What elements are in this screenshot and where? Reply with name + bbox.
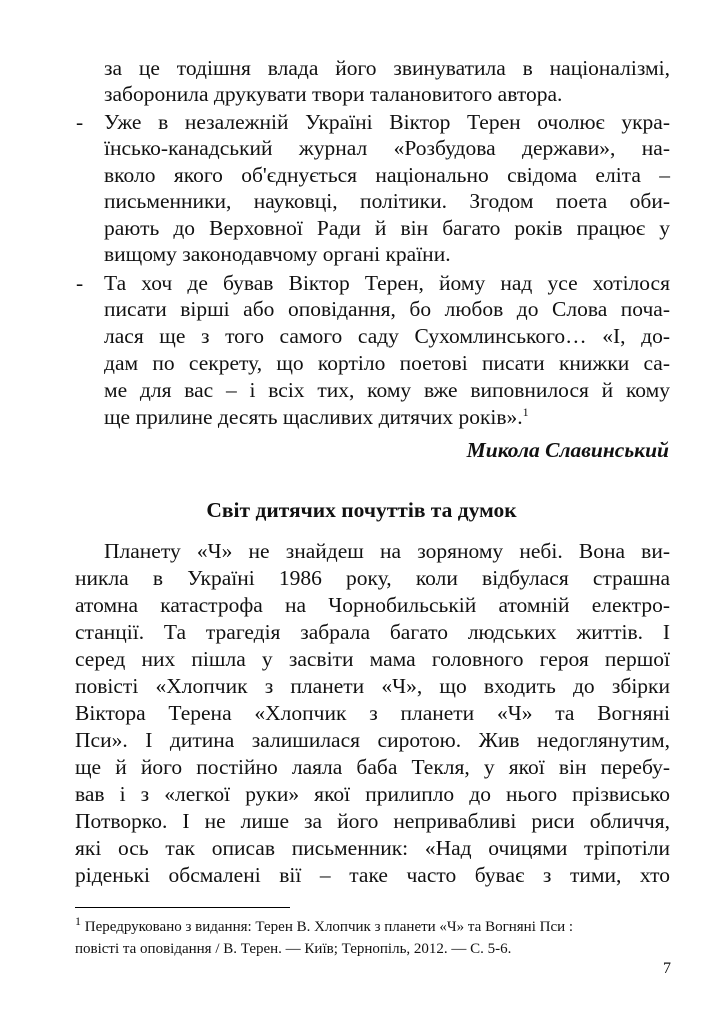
footnote-line — [75, 914, 574, 936]
author-signature: Микола Славинський — [466, 438, 669, 462]
text-line: писати вірші або оповідання, бо любов до Слова поча- — [104, 297, 670, 321]
text-line: повісті «Хлопчик з планети «Ч», що входить до збірки — [75, 674, 670, 698]
text-line: їнсько-канадський журнал «Розбудова держави», на- — [104, 136, 670, 160]
list-dash-marker: - — [76, 110, 84, 134]
text-line: Уже в незалежній Україні Віктор Терен очолює укра- — [104, 110, 670, 134]
section-title: Світ дитячих почуттів та думок — [206, 498, 517, 522]
list-dash-marker: - — [76, 271, 84, 295]
text-line: ріденькі обсмалені вії – таке часто буває з тими, хто — [75, 863, 670, 887]
text-line: дам по секрету, що кортіло поетові писати книжки са- — [104, 351, 670, 375]
text-line: які ось так описав письменник: «Над очицями тріпотіли — [75, 836, 670, 860]
text-line: лася ще з того самого саду Сухомлинського… «І, до- — [104, 324, 670, 348]
text-line: вколо якого об'єднується національно свідома еліта – — [104, 163, 670, 187]
footnote-text: Передруковано з видання: Терен В. Хлопчик з планети «Ч» та Вогняні Пси : — [84, 919, 574, 935]
text-line: ще й його постійно лаяла баба Текля, у якої він перебу- — [75, 755, 670, 779]
text-line: заборонила друкувати твори талановитого автора. — [104, 82, 563, 106]
text-line: Віктора Терена «Хлопчик з планети «Ч» та Вогняні — [75, 701, 670, 725]
text-line: никла в Україні 1986 року, коли відбулася страшна — [75, 566, 670, 590]
text-line: рають до Верховної Ради й він багато років працює у — [104, 216, 670, 240]
page-number: 7 — [663, 960, 671, 977]
footnote-separator — [75, 907, 290, 908]
text-line: Пси». І дитина залишилася сиротою. Жив недоглянутим, — [75, 728, 670, 752]
text-line: серед них пішла у засвіти мама головного героя першої — [75, 647, 670, 671]
footnote-line: повісті та оповідання / В. Терен. — Київ; Тернопіль, 2012. — С. 5-6. — [75, 941, 512, 957]
text-line: станції. Та трагедія забрала багато людських життів. І — [75, 620, 670, 644]
text-line: вав і з «легкої руки» якої прилипло до нього прізвисько — [75, 782, 670, 806]
text-line: за це тодішня влада його звинуватила в націоналізмі, — [104, 56, 670, 80]
text-line: Потворко. І не лише за його непривабливі риси обличчя, — [75, 809, 670, 833]
text-line: Планету «Ч» не знайдеш на зоряному небі. Вона ви- — [104, 539, 670, 563]
footnote-number: 1 — [75, 914, 81, 928]
text-line: атомна катастрофа на Чорнобильській атомній електро- — [75, 593, 670, 617]
text-line: вищому законодавчому органі країни. — [104, 242, 451, 266]
text-line: ме для вас – і всіх тих, кому вже виповнилося й кому — [104, 378, 670, 402]
text-line — [104, 404, 670, 430]
text-line: письменники, науковці, політики. Згодом поета оби- — [104, 189, 670, 213]
text-line-content: ще прилине десять щасливих дитячих років». — [104, 405, 523, 429]
footnote-reference: 1 — [522, 404, 529, 419]
text-line: Та хоч де бував Віктор Терен, йому над усе хотілося — [104, 271, 670, 295]
